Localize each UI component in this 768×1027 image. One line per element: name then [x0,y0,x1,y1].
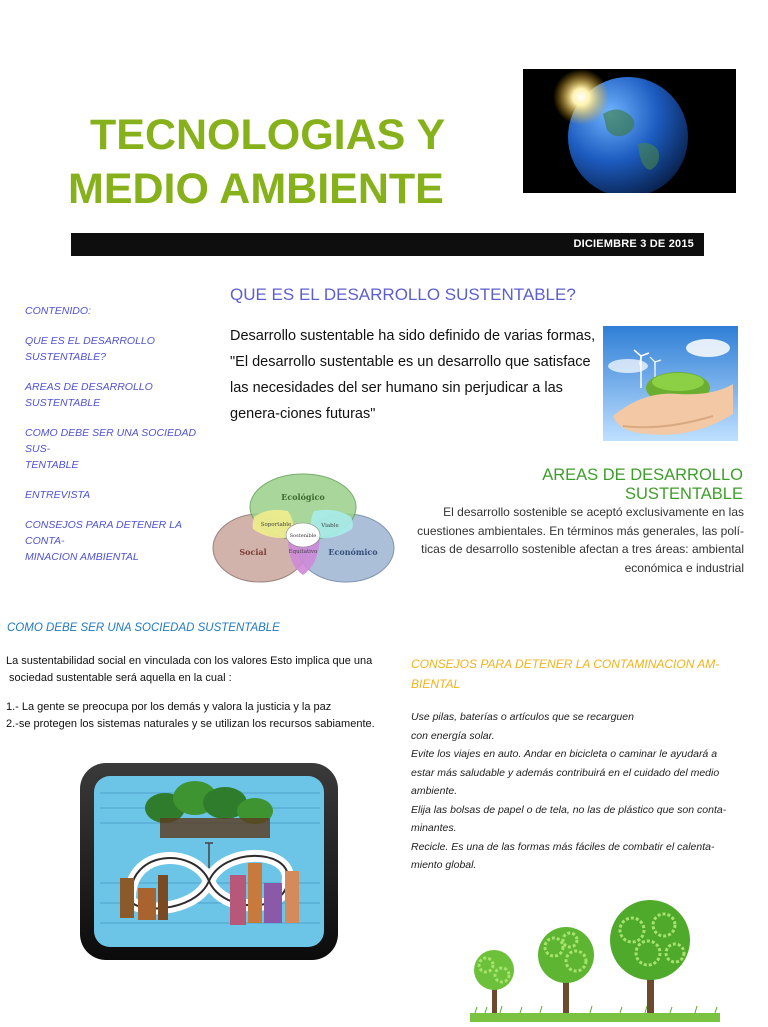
title-line-2: MEDIO AMBIENTE [68,165,444,213]
venn-label-equitativo: Equitativo [288,549,318,555]
sustainability-venn-diagram [208,467,398,587]
toc-item-consejos[interactable]: CONSEJOS PARA DETENER LA CONTA- MINACION AMBIENTAL [25,519,182,563]
section-heading-sociedad: COMO DEBE SER UNA SOCIEDAD SUSTENTABLE [7,622,280,634]
section-heading-desarrollo: QUE ES EL DESARROLLO SUSTENTABLE? [230,285,576,304]
section-body-desarrollo: Desarrollo sustentable ha sido definido de varias formas, "El desarrollo sustentable es un desarrollo que satisface las necesidades del ser humano sin perjudicar a las genera-ciones futuras" [230,328,596,422]
sociedad-intro-line-1: La sustentabilidad social en vinculada con los valores Esto implica que una [6,655,373,667]
issue-date: DICIEMBRE 3 DE 2015 [573,238,694,250]
toc-item-areas[interactable]: AREAS DE DESARROLLO SUSTENTABLE [25,381,153,409]
venn-label-soportable: Soportable [260,522,292,528]
toc-item-desarrollo[interactable]: QUE ES EL DESARROLLO SUSTENTABLE? [25,335,155,363]
earth-image [523,69,736,193]
gear-trees-illustration [470,895,720,1022]
section-heading-consejos: CONSEJOS PARA DETENER LA CONTAMINACION AM- BIENTAL [411,657,720,691]
title-line-1: TECNOLOGIAS Y [90,111,446,159]
consejo-line: Recicle. Es una de las formas más fáciles de combatir el calenta- [411,840,715,853]
venn-label-social: Social [239,547,267,557]
toc-item-entrevista[interactable]: ENTREVISTA [25,489,91,501]
consejo-line: Use pilas, baterías o artículos que se recarguen [411,711,634,723]
sociedad-point-1: 1.- La gente se preocupa por los demás y valora la justicia y la paz [6,701,332,713]
consejo-line: estar más saludable y además contribuirá en el cuidado del medio [411,766,720,779]
page-title [68,108,488,216]
hands-globe-image [603,326,738,441]
venn-label-ecologico: Ecológico [281,492,325,502]
venn-label-viable: Viable [321,523,339,529]
venn-label-sostenible: Sostenible [289,533,317,539]
consejo-line: Evite los viajes en auto. Andar en bicicleta o caminar le ayudará a [411,748,718,760]
toc-item-sociedad[interactable]: COMO DEBE SER UNA SOCIEDAD SUS- TENTABLE [25,427,197,471]
consejo-line: Elija las bolsas de papel o de tela, no las de plástico que son conta- [411,803,727,816]
table-of-contents [25,303,215,579]
section-body-sociedad [6,653,386,733]
consejo-line: minantes. [411,822,457,834]
date-bar [71,233,704,256]
consejo-line: con energía solar. [411,729,495,742]
sustainability-illustration [80,763,338,960]
venn-label-economico: Económico [328,547,378,557]
consejo-line: miento global. [411,859,477,871]
toc-heading: CONTENIDO: [25,305,91,317]
sociedad-intro-line-2: sociedad sustentable será aquella en la cual : [6,672,232,684]
consejo-line: ambiente. [411,785,458,797]
section-body-areas: El desarrollo sostenible se aceptó exclusivamente en las cuestiones ambientales. En términos más generales, las polí-ticas de desarrollo sostenible afectan a tres áreas: ambiental económica e industrial [417,505,744,575]
section-heading-areas: AREAS DE DESARROLLO SUSTENTABLE [542,466,743,503]
section-body-consejos [411,708,731,875]
sociedad-point-2: 2.-se protegen los sistemas naturales y se utilizan los recursos sabiamente. [6,718,375,730]
